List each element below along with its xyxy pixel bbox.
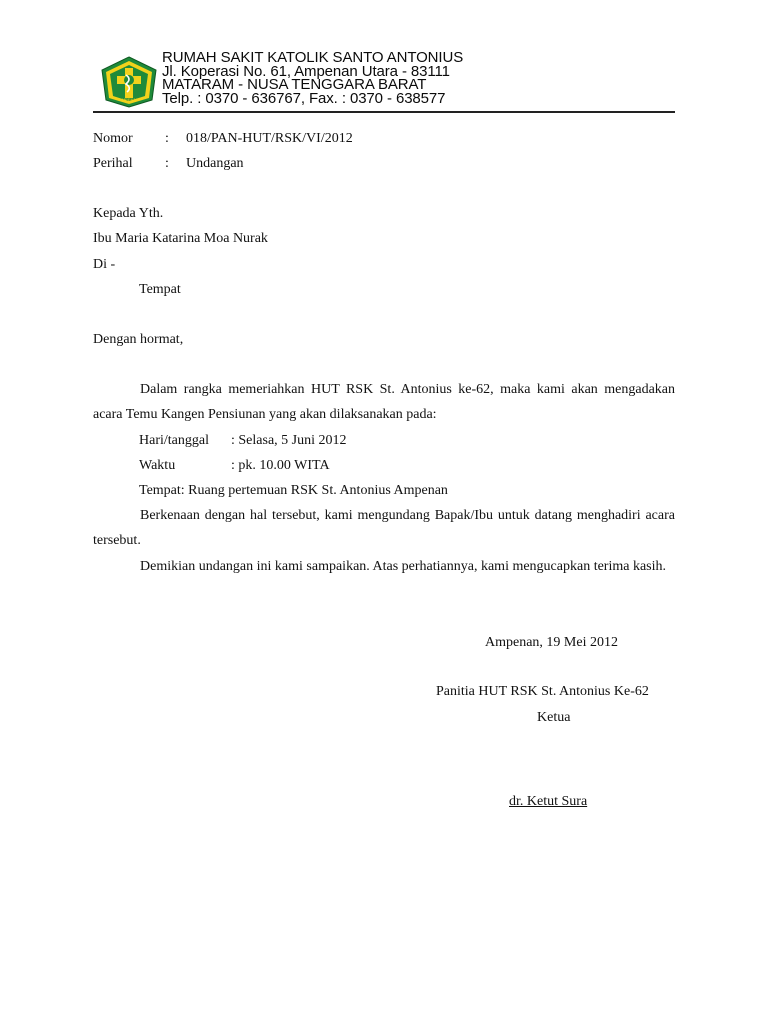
nomor-value: 018/PAN-HUT/RSK/VI/2012: [186, 131, 353, 146]
recipient-greeting: Kepada Yth.: [93, 206, 164, 221]
hospital-phone: Telp. : 0370 - 636767, Fax. : 0370 - 638577: [162, 89, 446, 107]
waktu-value: : pk. 10.00 WITA: [231, 458, 330, 473]
signatory-name: dr. Ketut Sura: [509, 794, 588, 809]
place-date: Ampenan, 19 Mei 2012: [485, 635, 618, 650]
salutation: Dengan hormat,: [93, 332, 184, 347]
paragraph-intro: [93, 377, 675, 427]
hospital-name: RUMAH SAKIT KATOLIK SANTO ANTONIUS: [162, 49, 464, 66]
perihal-value: Undangan: [186, 156, 244, 171]
paragraph-intro-text: Dalam rangka memeriahkan HUT RSK St. Antonius ke-62, maka kami akan mengadakan acara Temu Kangen Pensiunan yang akan dilaksanakan pada:: [93, 382, 675, 422]
recipient-place: Tempat: [139, 282, 181, 297]
paragraph-invite-text: Berkenaan dengan hal tersebut, kami mengundang Bapak/Ibu untuk datang menghadiri acara tersebut.: [93, 508, 675, 548]
paragraph-closing-text: Demikian undangan ini kami sampaikan. Atas perhatiannya, kami mengucapkan terima kasih.: [140, 559, 667, 574]
letterhead-text: [162, 51, 463, 105]
paragraph-closing: [93, 554, 675, 579]
hospital-address: Jl. Koperasi No. 61, Ampenan Utara - 83111: [162, 62, 450, 80]
hospital-logo: [100, 56, 158, 108]
signatory-role: Ketua: [537, 710, 571, 725]
recipient-name: Ibu Maria Katarina Moa Nurak: [93, 231, 268, 246]
waktu-label: Waktu: [139, 458, 176, 473]
hari-label: Hari/tanggal: [139, 433, 209, 448]
perihal-separator: :: [165, 156, 169, 171]
nomor-separator: :: [165, 131, 169, 146]
recipient-di: Di -: [93, 257, 116, 272]
letterhead-divider: [93, 111, 675, 113]
nomor-label: Nomor: [93, 131, 133, 146]
hari-value: : Selasa, 5 Juni 2012: [231, 433, 347, 448]
paragraph-invite: [93, 503, 675, 553]
tempat-line: Tempat: Ruang pertemuan RSK St. Antonius Ampenan: [139, 483, 448, 498]
perihal-label: Perihal: [93, 156, 133, 171]
logo-text: AMPENAN: [119, 97, 139, 102]
committee-name: Panitia HUT RSK St. Antonius Ke-62: [436, 684, 649, 699]
hospital-city: MATARAM - NUSA TENGGARA BARAT: [162, 76, 427, 93]
